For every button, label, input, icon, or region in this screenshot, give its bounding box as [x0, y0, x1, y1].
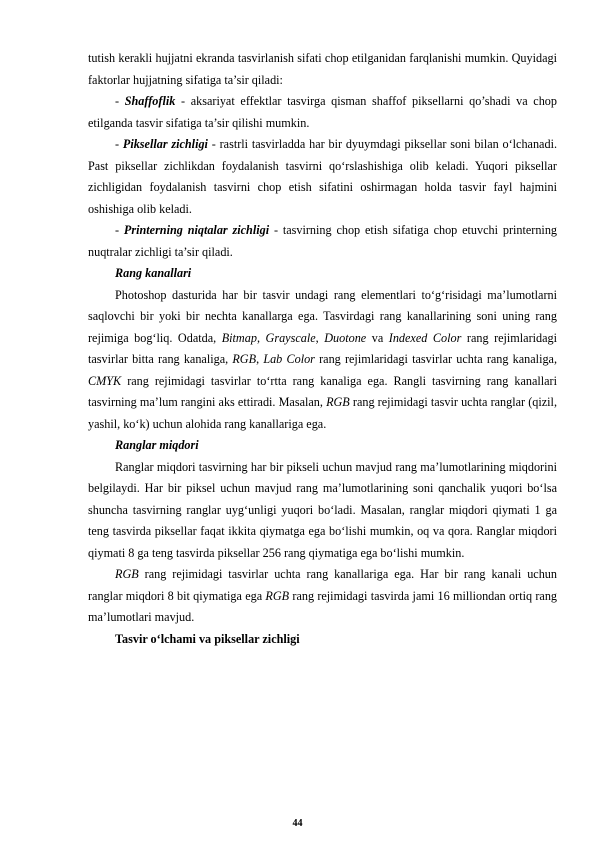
heading-rang-kanallari: Rang kanallari [115, 266, 192, 280]
shaffoflik-text: - aksariyat effektlar tasvirga qisman shaffof piksellarni qo’shadi va chop etilganda tasvir sifatiga ta’sir qilishi mumkin. [88, 94, 557, 130]
rgb-text-2: rang rejimidagi tasvirda jami 16 milliondan ortiq rang ma’lumotlari mavjud. [88, 588, 558, 624]
conjunction: va [366, 330, 389, 345]
kanallar-text-1: Photoshop dasturida har bir tasvir undagi rang elementlari to‘g‘risidagi ma’lumotlarni saqlovchi bir yoki bir nechta kanallarga ega. Tasvirdagi rang kanallarining soni uning rang rejimiga bog‘liq. Odatda, [88, 287, 557, 345]
term-rgb: RGB [115, 567, 139, 581]
term-grayscale: Grayscale [265, 330, 316, 345]
term-duotone: Duotone [324, 330, 367, 345]
heading-ranglar-miqdori: Ranglar miqdori [115, 438, 199, 452]
term-rgb: RGB [265, 588, 290, 603]
term-piksellar-zichligi: Piksellar zichligi [122, 137, 208, 151]
comma: , [256, 352, 264, 366]
miqdori-text: Ranglar miqdori tasvirning har bir pikseli uchun mavjud rang ma’lumotlarining miqdorini belgilaydi. Har bir piksel uchun mavjud rang ma’lumotlarining soni qanchalik yuqori bo‘lsa shuncha tasvirning ranglar uyg‘unligi yuqori bo‘ladi. Masalan, ranglar miqdori qiymati 1 ga teng tasvirda piksellar faqat ikkita qiymatga ega bo‘lishi mumkin, oq va qora. Ranglar miqdori qiymati 8 ga teng tasvirda piksellar 256 rang qiymatiga ega bo‘lishi mumkin. [88, 459, 557, 560]
kanallar-text-5: rang rejimidagi tasvir uchta ranglar (qizil, yashil, ko‘k) uchun alohida rang kanallariga ega. [88, 395, 557, 431]
printer-text: - tasvirning chop etish sifatiga chop etuvchi printerning nuqtralar zichligi ta’sir qiladi. [88, 223, 558, 259]
term-shaffoflik: Shaffoflik [124, 94, 176, 108]
term-rgb: RGB [326, 395, 350, 409]
zichlik-text: - rastrli tasvirladda har bir dyuymdagi piksellar soni bilan o‘lchanadi. Past piksellar zichlikdan foydalanish tasvirni qo‘rslashishiga olib keladi. Yuqori piksellar zichligidan foydalanish tasvirni chop etish sifatini oshirmagan holda tasvir fayl hajmini oshishiga olib keladi. [88, 137, 557, 216]
term-rgb: RGB [232, 352, 257, 366]
term-cmyk: CMYK [88, 373, 122, 388]
term-printer: Printerning niqtalar zichligi [123, 223, 270, 237]
paragraph-rgb [88, 564, 557, 629]
comma: , [256, 330, 266, 345]
kanallar-text-3: rang rejimlaridagi tasvirlar uchta rang kanaliga, [314, 352, 557, 366]
heading-tasvir-olchami: Tasvir o‘lchami va piksellar zichligi [115, 631, 300, 646]
page-number: 44 [292, 818, 303, 829]
comma: , [315, 330, 325, 345]
paragraph-piksellar-zichligi [88, 134, 557, 220]
paragraph-rang-kanallari [88, 285, 557, 436]
dash: - [115, 137, 123, 151]
term-lab-color: Lab Color [263, 352, 315, 366]
paragraph-ranglar-miqdori [88, 457, 557, 565]
dash: - [115, 94, 125, 108]
document-page [88, 48, 557, 650]
term-bitmap: Bitmap [221, 330, 257, 345]
paragraph-printer [88, 220, 557, 263]
paragraph-shaffoflik [88, 91, 557, 134]
rgb-text-1: rang rejimidagi tasvirlar uchta rang kanallariga ega. Har bir rang kanali uchun ranglar miqdori 8 bit qiymatiga ega [88, 567, 557, 603]
kanallar-text-2: rang rejimlaridagi tasvirlar bitta rang kanaliga, [88, 330, 558, 366]
dash: - [115, 223, 124, 237]
term-indexed-color: Indexed Color [388, 330, 462, 345]
intro-text: tutish kerakli hujjatni ekranda tasvirlanish sifati chop etilganidan farqlanishi mumkin. Quyidagi faktorlar hujjatning sifatiga ta’sir qiladi: [88, 51, 557, 87]
paragraph-intro [88, 48, 557, 91]
kanallar-text-4: rang rejimidagi tasvirlar to‘rtta rang kanaliga ega. Rangli tasvirning rang kanallari tasvirning ma’lum rangini aks ettiradi. Masalan, [88, 373, 557, 409]
